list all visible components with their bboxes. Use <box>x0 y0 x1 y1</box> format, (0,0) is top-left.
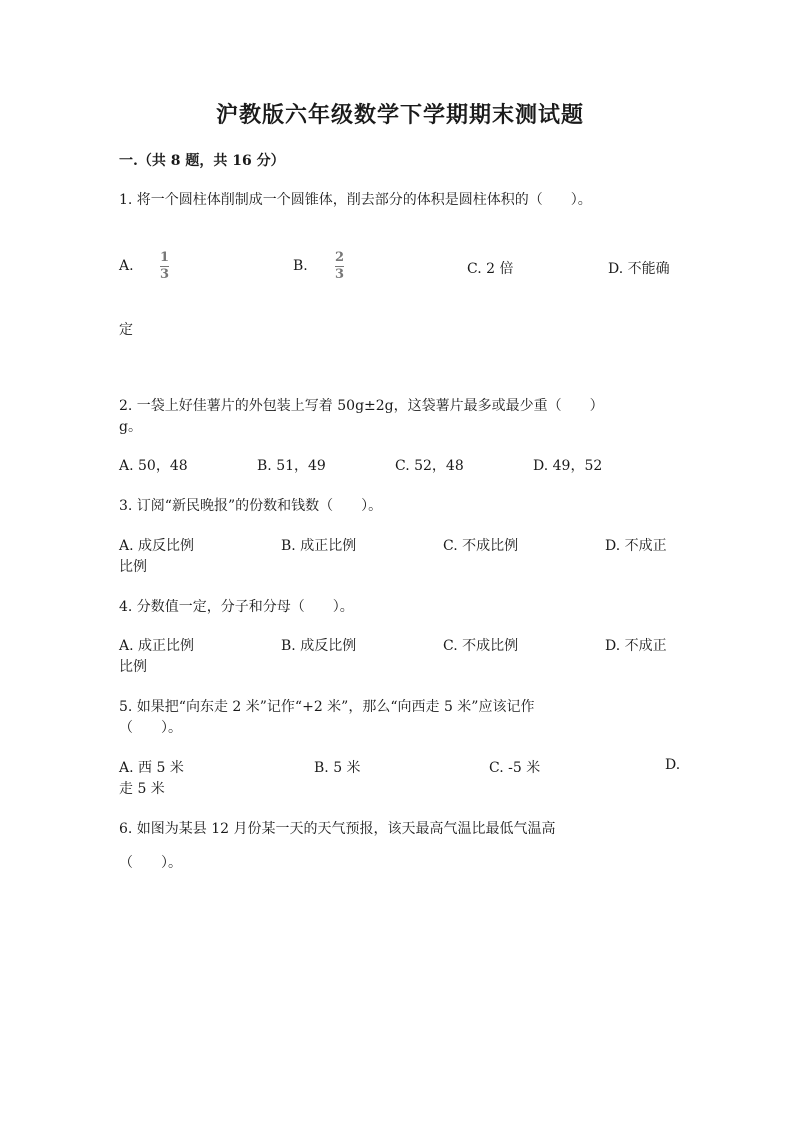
question-3-option-b: B. 成正比例 <box>281 538 357 554</box>
question-3-stem: 3. 订阅“新民晚报”的份数和钱数（ ）。 <box>119 498 383 514</box>
question-5-stem-line-2: （ ）。 <box>119 720 182 736</box>
question-4-option-d: D. 不成正 <box>605 638 667 654</box>
question-2-stem-line-2: g。 <box>119 419 142 435</box>
question-5-option-a: A. 西 5 米 <box>119 760 184 776</box>
question-2-option-c: C. 52，48 <box>395 458 464 474</box>
question-2-stem-line-1: 2. 一袋上好佳薯片的外包装上写着 50g±2g，这袋薯片最多或最少重（ ） <box>119 398 604 414</box>
question-4-option-d-wrap: 比例 <box>119 659 147 675</box>
question-3-option-a: A. 成反比例 <box>119 538 195 554</box>
question-4-option-a: A. 成正比例 <box>119 638 195 654</box>
fraction-numerator: 2 <box>335 250 345 265</box>
question-1-option-d-wrap: 定 <box>119 322 133 338</box>
question-1-option-b-fraction <box>335 251 344 282</box>
question-1-option-a-fraction <box>160 251 169 282</box>
question-1-option-d: D. 不能确 <box>608 261 670 277</box>
fraction-denominator: 3 <box>335 267 345 282</box>
question-5-option-b: B. 5 米 <box>314 760 361 776</box>
question-1-stem: 1. 将一个圆柱体削制成一个圆锥体，削去部分的体积是圆柱体积的（ ）。 <box>119 192 592 208</box>
question-6-stem-line-1: 6. 如图为某县 12 月份某一天的天气预报，该天最高气温比最低气温高 <box>119 821 556 837</box>
question-1-option-c: C. 2 倍 <box>467 261 514 277</box>
question-5-stem-line-1: 5. 如果把“向东走 2 米”记作“+2 米”，那么“向西走 5 米”应该记作 <box>119 699 535 715</box>
question-6-stem-line-2: （ ）。 <box>119 855 182 871</box>
question-1-option-b-label: B. <box>293 258 308 274</box>
question-3-option-d-wrap: 比例 <box>119 559 147 575</box>
page-title: 沪教版六年级数学下学期期末测试题 <box>215 102 584 128</box>
question-3-option-c: C. 不成比例 <box>443 538 519 554</box>
fraction-numerator: 1 <box>160 250 170 265</box>
question-5-option-d: D. <box>665 757 681 773</box>
fraction-denominator: 3 <box>160 267 170 282</box>
question-5-option-c: C. -5 米 <box>489 760 541 776</box>
question-4-option-b: B. 成反比例 <box>281 638 357 654</box>
question-3-option-d: D. 不成正 <box>605 538 667 554</box>
question-2-option-d: D. 49，52 <box>533 458 603 474</box>
question-4-stem: 4. 分数值一定，分子和分母（ ）。 <box>119 599 354 615</box>
section-heading: 一.（共 8 题，共 16 分） <box>119 153 285 169</box>
question-5-option-d-wrap: 走 5 米 <box>119 781 165 797</box>
question-2-option-b: B. 51，49 <box>257 458 326 474</box>
question-1-option-a-label: A. <box>119 258 134 274</box>
question-2-option-a: A. 50，48 <box>119 458 188 474</box>
question-4-option-c: C. 不成比例 <box>443 638 519 654</box>
